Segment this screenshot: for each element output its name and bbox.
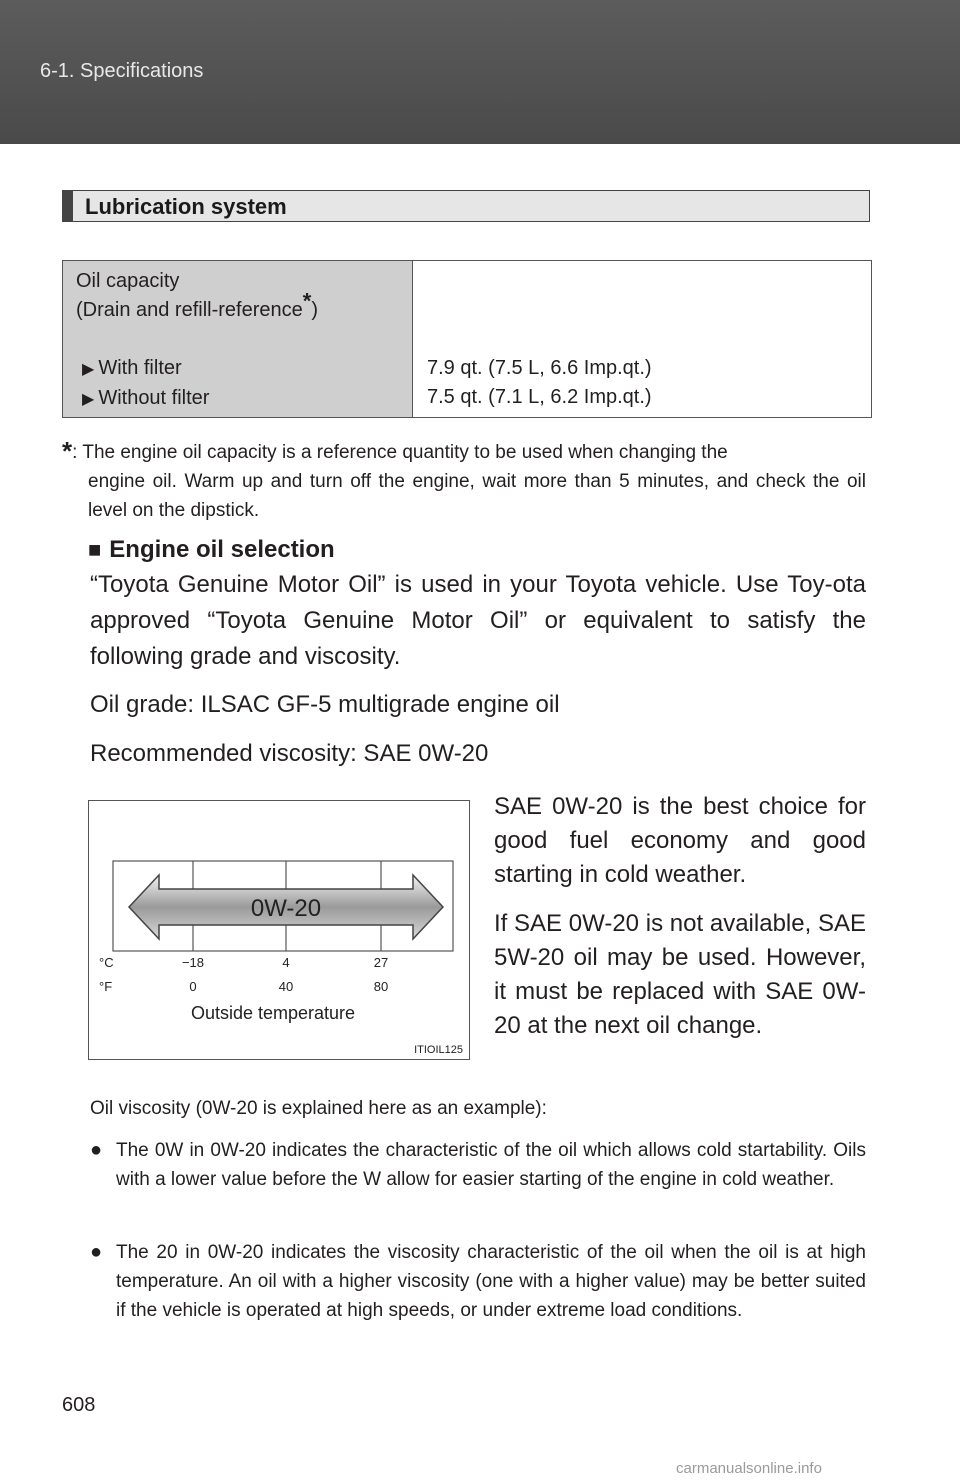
arrow-right-icon: ▶ [82,361,95,378]
tick-celsius-4: 4 [282,955,290,970]
section-accent [63,191,73,221]
watermark: carmanualsonline.info [676,1460,822,1477]
oil-capacity-label: Oil capacity [76,270,180,292]
tick-celsius-minus18: −18 [181,955,205,970]
viscosity-line: Recommended viscosity: SAE 0W-20 [90,740,489,767]
viscosity-note-cold: ● The 0W in 0W-20 indicates the characteristic of the oil which allows cold startability. Oils with a lower value before the W allow for easier starting of the engine in cold weather. [90,1136,866,1194]
bullet-dot-icon: ● [90,1139,103,1161]
viscosity-note-hot: ● The 20 in 0W-20 indicates the viscosity characteristic of the oil when the oil is at high temperature. An oil with a higher viscosity (one with a higher value) may be better suited if the vehicle is operated at high speeds, or under extreme load conditions. [90,1238,866,1325]
oil-capacity-sublabel: (Drain and refill-reference*) [76,288,318,321]
capacity-footnote: *: The engine oil capacity is a reference quantity to be used when changing the engine oil. Warm up and turn off the engine, wait more than 5 minutes, and check the oil level on the dipstick. [62,436,866,521]
tick-fahrenheit-40: 40 [278,979,294,994]
tick-fahrenheit-0: 0 [189,979,197,994]
row-label-without-filter: ▶ Without filter [82,387,210,409]
bullet-dot-icon: ● [90,1241,103,1263]
fahrenheit-unit: °F [99,979,113,994]
page-number: 608 [62,1394,96,1416]
alternative-oil-paragraph: If SAE 0W-20 is not available, SAE 5W-20 oil may be used. However, it must be replaced with SAE 0W-20 at the next oil change. [494,910,866,1039]
oil-grade-line: Oil grade: ILSAC GF-5 multigrade engine oil [90,691,560,718]
value-with-filter: 7.9 qt. (7.5 L, 6.6 Imp.qt.) [427,357,652,379]
arrow-right-icon: ▶ [82,391,95,408]
oil-capacity-table [62,260,872,418]
best-choice-paragraph: SAE 0W-20 is the best choice for good fuel economy and good starting in cold weather. [494,793,866,888]
section-title: Lubrication system [85,194,287,219]
value-without-filter: 7.5 qt. (7.1 L, 6.2 Imp.qt.) [427,386,652,408]
square-bullet-icon: ■ [88,537,102,562]
breadcrumb: 6-1. Specifications [40,60,204,82]
celsius-unit: °C [99,955,114,970]
viscosity-temperature-figure [88,800,470,1060]
figure-code: ITIOIL125 [414,1044,463,1056]
oil-capacity-label-cell [63,261,413,417]
intro-paragraph: “Toyota Genuine Motor Oil” is used in your Toyota vehicle. Use Toy-ota approved “Toyota Genuine Motor Oil” or equivalent to satisfy the following grade and viscosity. [90,571,866,670]
viscosity-notes-title: Oil viscosity (0W-20 is explained here as an example): [90,1098,547,1119]
oil-capacity-value-cell [413,261,871,417]
figure-caption: Outside temperature [190,1003,356,1023]
viscosity-chart [89,801,469,1059]
tick-fahrenheit-80: 80 [373,979,389,994]
section-title-bar [62,190,870,222]
engine-oil-selection-heading: ■ Engine oil selection [88,536,335,563]
band-label: 0W-20 [250,895,322,922]
row-label-with-filter: ▶ With filter [82,357,182,379]
page-header [0,0,960,144]
tick-celsius-27: 27 [373,955,389,970]
footnote-star: * [62,436,73,466]
